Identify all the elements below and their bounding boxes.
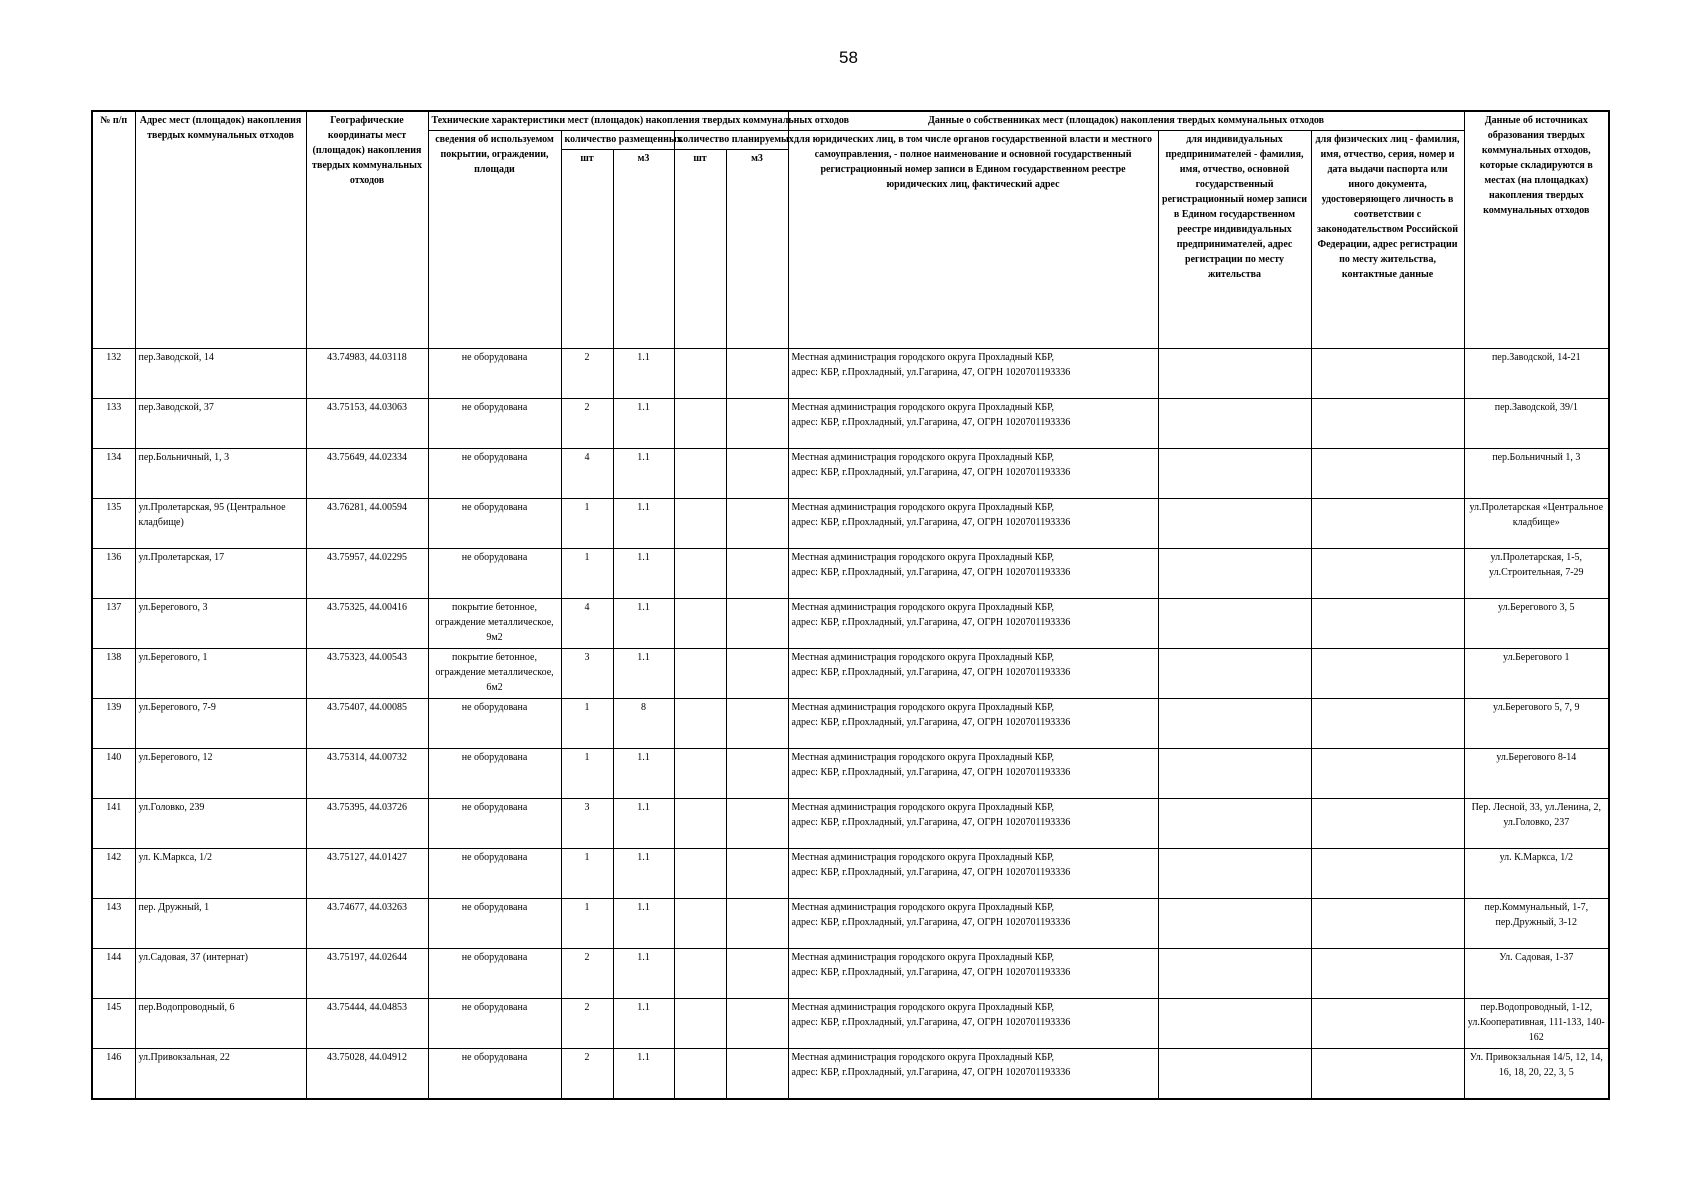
row-address: пер.Заводской, 37: [135, 399, 306, 449]
row-coords: 43.75407, 44.00085: [306, 699, 428, 749]
row-coverage: не оборудована: [428, 399, 561, 449]
row-placed-sht: 1: [561, 699, 613, 749]
table-row: [92, 749, 1609, 799]
row-coverage: не оборудована: [428, 1049, 561, 1100]
owner-line-2: адрес: КБР, г.Прохладный, ул.Гагарина, 47, ОГРН 1020701193336: [791, 867, 1071, 878]
header-ip: для индивидуальных предпринимателей - фамилия, имя, отчество, основной государственный регистрационный номер записи в Едином государственном реестре индивидуальных предпринимателей, адрес регистрации по месту жительства: [1158, 131, 1311, 349]
row-coverage: не оборудована: [428, 449, 561, 499]
row-coords: 43.75325, 44.00416: [306, 599, 428, 649]
table-row: [92, 999, 1609, 1049]
row-planned-m3: [726, 449, 788, 499]
row-num: 139: [92, 699, 135, 749]
row-source: пер.Коммунальный, 1-7, пер.Дружный, 3-12: [1464, 899, 1609, 949]
table-row: [92, 549, 1609, 599]
row-owner-legal: [788, 699, 1158, 749]
row-coords: 43.74983, 44.03118: [306, 349, 428, 399]
row-planned-sht: [674, 999, 726, 1049]
row-coverage: покрытие бетонное, ограждение металлическое, 9м2: [428, 599, 561, 649]
row-coverage: не оборудована: [428, 499, 561, 549]
row-owner-ip: [1158, 999, 1311, 1049]
row-num: 134: [92, 449, 135, 499]
row-coords: 43.74677, 44.03263: [306, 899, 428, 949]
row-address: ул.Берегового, 3: [135, 599, 306, 649]
row-address: ул.Головко, 239: [135, 799, 306, 849]
owner-line-1: Местная администрация городского округа Прохладный КБР,: [791, 902, 1054, 913]
row-owner-phys: [1311, 699, 1464, 749]
row-owner-legal: [788, 749, 1158, 799]
row-num: 144: [92, 949, 135, 999]
header-planned-m3: м3: [726, 150, 788, 349]
row-owner-phys: [1311, 1049, 1464, 1100]
row-owner-phys: [1311, 999, 1464, 1049]
row-num: 137: [92, 599, 135, 649]
header-placed-m3: м3: [613, 150, 674, 349]
row-source: пер.Заводской, 39/1: [1464, 399, 1609, 449]
header-phys: для физических лиц - фамилия, имя, отчество, серия, номер и дата выдачи паспорта или иного документа, удостоверяющего личность в соответствии с законодательством Российской Федерации, адрес регистрации по месту жительства, контактные данные: [1311, 131, 1464, 349]
owner-line-2: адрес: КБР, г.Прохладный, ул.Гагарина, 47, ОГРН 1020701193336: [791, 617, 1071, 628]
header-count-planned: количество планируемых: [674, 131, 788, 150]
row-num: 132: [92, 349, 135, 399]
row-planned-m3: [726, 999, 788, 1049]
row-owner-legal: [788, 549, 1158, 599]
owner-line-1: Местная администрация городского округа Прохладный КБР,: [791, 952, 1054, 963]
row-placed-m3: 1.1: [613, 899, 674, 949]
row-placed-m3: 1.1: [613, 999, 674, 1049]
row-placed-m3: 1.1: [613, 849, 674, 899]
table-row: [92, 599, 1609, 649]
row-num: 142: [92, 849, 135, 899]
row-owner-ip: [1158, 799, 1311, 849]
row-planned-m3: [726, 549, 788, 599]
row-owner-phys: [1311, 899, 1464, 949]
header-sources: Данные об источниках образования твердых коммунальных отходов, которые складируются в местах (на площадках) накопления твердых коммунальных отходов: [1464, 111, 1609, 349]
row-source: ул. К.Маркса, 1/2: [1464, 849, 1609, 899]
row-placed-m3: 1.1: [613, 349, 674, 399]
row-placed-sht: 3: [561, 799, 613, 849]
header-coverage: сведения об используемом покрытии, ограждении, площади: [428, 131, 561, 349]
row-owner-legal: [788, 649, 1158, 699]
owner-line-2: адрес: КБР, г.Прохладный, ул.Гагарина, 47, ОГРН 1020701193336: [791, 1067, 1071, 1078]
row-owner-legal: [788, 899, 1158, 949]
owner-line-2: адрес: КБР, г.Прохладный, ул.Гагарина, 47, ОГРН 1020701193336: [791, 517, 1071, 528]
header-owners: Данные о собственниках мест (площадок) накопления твердых коммунальных отходов: [788, 111, 1464, 131]
row-owner-ip: [1158, 949, 1311, 999]
row-planned-m3: [726, 599, 788, 649]
row-planned-sht: [674, 899, 726, 949]
row-owner-ip: [1158, 899, 1311, 949]
row-coords: 43.75028, 44.04912: [306, 1049, 428, 1100]
owner-line-1: Местная администрация городского округа Прохладный КБР,: [791, 702, 1054, 713]
row-coords: 43.75127, 44.01427: [306, 849, 428, 899]
row-placed-sht: 2: [561, 349, 613, 399]
row-owner-phys: [1311, 749, 1464, 799]
owner-line-2: адрес: КБР, г.Прохладный, ул.Гагарина, 47, ОГРН 1020701193336: [791, 817, 1071, 828]
row-placed-sht: 1: [561, 849, 613, 899]
row-coverage: не оборудована: [428, 899, 561, 949]
table-row: [92, 849, 1609, 899]
header-count-placed: количество размещенных: [561, 131, 674, 150]
row-owner-legal: [788, 349, 1158, 399]
waste-sites-table: [91, 110, 1610, 1100]
row-placed-m3: 1.1: [613, 1049, 674, 1100]
row-coords: 43.75153, 44.03063: [306, 399, 428, 449]
row-owner-ip: [1158, 399, 1311, 449]
row-address: пер.Заводской, 14: [135, 349, 306, 399]
row-placed-sht: 4: [561, 599, 613, 649]
table-row: [92, 349, 1609, 399]
row-owner-ip: [1158, 749, 1311, 799]
row-num: 135: [92, 499, 135, 549]
owner-line-2: адрес: КБР, г.Прохладный, ул.Гагарина, 47, ОГРН 1020701193336: [791, 417, 1071, 428]
row-address: ул.Пролетарская, 95 (Центральное кладбище): [135, 499, 306, 549]
table-row: [92, 949, 1609, 999]
owner-line-1: Местная администрация городского округа Прохладный КБР,: [791, 502, 1054, 513]
row-coords: 43.75197, 44.02644: [306, 949, 428, 999]
table-row: [92, 899, 1609, 949]
row-owner-ip: [1158, 699, 1311, 749]
page-number: 58: [839, 48, 858, 67]
owner-line-1: Местная администрация городского округа Прохладный КБР,: [791, 852, 1054, 863]
row-planned-sht: [674, 849, 726, 899]
row-placed-sht: 1: [561, 899, 613, 949]
row-num: 138: [92, 649, 135, 699]
row-owner-ip: [1158, 849, 1311, 899]
owner-line-2: адрес: КБР, г.Прохладный, ул.Гагарина, 47, ОГРН 1020701193336: [791, 767, 1071, 778]
header-address: Адрес мест (площадок) накопления твердых коммунальных отходов: [135, 111, 306, 349]
owner-line-1: Местная администрация городского округа Прохладный КБР,: [791, 1052, 1054, 1063]
row-source: ул.Берегового 1: [1464, 649, 1609, 699]
row-placed-m3: 1.1: [613, 649, 674, 699]
row-planned-sht: [674, 499, 726, 549]
row-placed-sht: 3: [561, 649, 613, 699]
owner-line-2: адрес: КБР, г.Прохладный, ул.Гагарина, 47, ОГРН 1020701193336: [791, 717, 1071, 728]
row-planned-sht: [674, 599, 726, 649]
row-coords: 43.75323, 44.00543: [306, 649, 428, 699]
row-owner-phys: [1311, 499, 1464, 549]
row-owner-phys: [1311, 949, 1464, 999]
row-owner-phys: [1311, 399, 1464, 449]
table-row: [92, 399, 1609, 449]
owner-line-1: Местная администрация городского округа Прохладный КБР,: [791, 552, 1054, 563]
owner-line-1: Местная администрация городского округа Прохладный КБР,: [791, 652, 1054, 663]
row-owner-legal: [788, 599, 1158, 649]
table-header: [92, 111, 1609, 349]
row-owner-ip: [1158, 449, 1311, 499]
row-planned-m3: [726, 499, 788, 549]
row-placed-sht: 4: [561, 449, 613, 499]
row-owner-legal: [788, 799, 1158, 849]
row-source: ул.Берегового 3, 5: [1464, 599, 1609, 649]
row-owner-phys: [1311, 599, 1464, 649]
row-address: пер.Больничный, 1, 3: [135, 449, 306, 499]
row-coverage: не оборудована: [428, 849, 561, 899]
row-owner-legal: [788, 949, 1158, 999]
row-source: ул.Берегового 5, 7, 9: [1464, 699, 1609, 749]
owner-line-1: Местная администрация городского округа Прохладный КБР,: [791, 452, 1054, 463]
table-row: [92, 499, 1609, 549]
row-source: ул.Пролетарская, 1-5, ул.Строительная, 7-29: [1464, 549, 1609, 599]
row-num: 146: [92, 1049, 135, 1100]
row-address: ул.Пролетарская, 17: [135, 549, 306, 599]
row-address: ул.Берегового, 7-9: [135, 699, 306, 749]
row-num: 136: [92, 549, 135, 599]
row-coords: 43.76281, 44.00594: [306, 499, 428, 549]
row-source: пер.Заводской, 14-21: [1464, 349, 1609, 399]
row-owner-ip: [1158, 349, 1311, 399]
row-source: пер.Больничный 1, 3: [1464, 449, 1609, 499]
row-coords: 43.75649, 44.02334: [306, 449, 428, 499]
row-coverage: не оборудована: [428, 349, 561, 399]
header-planned-sht: шт: [674, 150, 726, 349]
owner-line-2: адрес: КБР, г.Прохладный, ул.Гагарина, 47, ОГРН 1020701193336: [791, 467, 1071, 478]
row-owner-ip: [1158, 549, 1311, 599]
row-coverage: не оборудована: [428, 799, 561, 849]
row-num: 140: [92, 749, 135, 799]
row-placed-m3: 1.1: [613, 599, 674, 649]
row-owner-phys: [1311, 349, 1464, 399]
table-row: [92, 799, 1609, 849]
row-placed-sht: 1: [561, 749, 613, 799]
row-address: ул.Привокзальная, 22: [135, 1049, 306, 1100]
row-placed-sht: 1: [561, 499, 613, 549]
row-source: пер.Водопроводный, 1-12, ул.Кооперативная, 111-133, 140-162: [1464, 999, 1609, 1049]
row-placed-sht: 2: [561, 999, 613, 1049]
owner-line-2: адрес: КБР, г.Прохладный, ул.Гагарина, 47, ОГРН 1020701193336: [791, 917, 1071, 928]
row-placed-sht: 2: [561, 399, 613, 449]
owner-line-2: адрес: КБР, г.Прохладный, ул.Гагарина, 47, ОГРН 1020701193336: [791, 967, 1071, 978]
row-planned-m3: [726, 349, 788, 399]
row-address: пер. Дружный, 1: [135, 899, 306, 949]
row-planned-m3: [726, 849, 788, 899]
row-owner-legal: [788, 849, 1158, 899]
row-owner-phys: [1311, 849, 1464, 899]
row-owner-phys: [1311, 799, 1464, 849]
row-planned-sht: [674, 349, 726, 399]
table-row: [92, 1049, 1609, 1100]
row-owner-phys: [1311, 549, 1464, 599]
row-owner-legal: [788, 499, 1158, 549]
row-placed-m3: 1.1: [613, 499, 674, 549]
row-planned-m3: [726, 799, 788, 849]
header-legal: для юридических лиц, в том числе органов государственной власти и местного самоуправления, - полное наименование и основной государственный регистрационный номер записи в Едином государственном реестре юридических лиц, фактический адрес: [788, 131, 1158, 349]
row-planned-sht: [674, 549, 726, 599]
owner-line-2: адрес: КБР, г.Прохладный, ул.Гагарина, 47, ОГРН 1020701193336: [791, 1017, 1071, 1028]
row-coords: 43.75444, 44.04853: [306, 999, 428, 1049]
header-num: № п/п: [92, 111, 135, 349]
row-owner-ip: [1158, 599, 1311, 649]
row-planned-sht: [674, 449, 726, 499]
row-coverage: не оборудована: [428, 699, 561, 749]
row-owner-phys: [1311, 649, 1464, 699]
row-num: 145: [92, 999, 135, 1049]
row-address: ул. К.Маркса, 1/2: [135, 849, 306, 899]
owner-line-1: Местная администрация городского округа Прохладный КБР,: [791, 402, 1054, 413]
row-num: 133: [92, 399, 135, 449]
row-planned-sht: [674, 699, 726, 749]
row-planned-sht: [674, 749, 726, 799]
header-coords: Географические координаты мест (площадок) накопления твердых коммунальных отходов: [306, 111, 428, 349]
row-owner-legal: [788, 399, 1158, 449]
row-placed-m3: 1.1: [613, 449, 674, 499]
row-address: ул.Берегового, 12: [135, 749, 306, 799]
row-coverage: не оборудована: [428, 999, 561, 1049]
row-placed-m3: 1.1: [613, 399, 674, 449]
row-owner-phys: [1311, 449, 1464, 499]
row-placed-sht: 1: [561, 549, 613, 599]
row-coverage: не оборудована: [428, 549, 561, 599]
row-num: 143: [92, 899, 135, 949]
row-planned-sht: [674, 799, 726, 849]
row-source: Ул. Садовая, 1-37: [1464, 949, 1609, 999]
row-coverage: покрытие бетонное, ограждение металлическое, 6м2: [428, 649, 561, 699]
row-coords: 43.75314, 44.00732: [306, 749, 428, 799]
table-row: [92, 649, 1609, 699]
row-source: Ул. Привокзальная 14/5, 12, 14, 16, 18, 20, 22, 3, 5: [1464, 1049, 1609, 1100]
row-planned-sht: [674, 949, 726, 999]
row-placed-m3: 1.1: [613, 949, 674, 999]
row-coords: 43.75395, 44.03726: [306, 799, 428, 849]
table-row: [92, 699, 1609, 749]
row-owner-ip: [1158, 499, 1311, 549]
header-placed-sht: шт: [561, 150, 613, 349]
owner-line-1: Местная администрация городского округа Прохладный КБР,: [791, 752, 1054, 763]
row-owner-legal: [788, 449, 1158, 499]
row-num: 141: [92, 799, 135, 849]
row-planned-m3: [726, 699, 788, 749]
header-tech: Технические характеристики мест (площадок) накопления твердых коммунальных отходов: [428, 111, 788, 131]
row-planned-m3: [726, 399, 788, 449]
row-coverage: не оборудована: [428, 949, 561, 999]
row-planned-sht: [674, 1049, 726, 1100]
row-planned-m3: [726, 749, 788, 799]
owner-line-1: Местная администрация городского округа Прохладный КБР,: [791, 602, 1054, 613]
row-placed-m3: 1.1: [613, 549, 674, 599]
row-owner-legal: [788, 999, 1158, 1049]
row-planned-m3: [726, 649, 788, 699]
row-planned-m3: [726, 949, 788, 999]
owner-line-2: адрес: КБР, г.Прохладный, ул.Гагарина, 47, ОГРН 1020701193336: [791, 567, 1071, 578]
row-placed-sht: 2: [561, 949, 613, 999]
row-coords: 43.75957, 44.02295: [306, 549, 428, 599]
owner-line-2: адрес: КБР, г.Прохладный, ул.Гагарина, 47, ОГРН 1020701193336: [791, 367, 1071, 378]
row-owner-ip: [1158, 649, 1311, 699]
row-planned-sht: [674, 399, 726, 449]
row-source: ул.Берегового 8-14: [1464, 749, 1609, 799]
row-coverage: не оборудована: [428, 749, 561, 799]
owner-line-1: Местная администрация городского округа Прохладный КБР,: [791, 802, 1054, 813]
row-placed-m3: 8: [613, 699, 674, 749]
row-owner-ip: [1158, 1049, 1311, 1100]
row-placed-m3: 1.1: [613, 749, 674, 799]
table-body: [92, 349, 1609, 1100]
row-planned-m3: [726, 899, 788, 949]
row-address: ул.Садовая, 37 (интернат): [135, 949, 306, 999]
row-source: Пер. Лесной, 33, ул.Ленина, 2, ул.Головко, 237: [1464, 799, 1609, 849]
row-address: пер.Водопроводный, 6: [135, 999, 306, 1049]
row-placed-m3: 1.1: [613, 799, 674, 849]
row-source: ул.Пролетарская «Центральное кладбище»: [1464, 499, 1609, 549]
row-planned-m3: [726, 1049, 788, 1100]
owner-line-1: Местная администрация городского округа Прохладный КБР,: [791, 352, 1054, 363]
table-row: [92, 449, 1609, 499]
row-placed-sht: 2: [561, 1049, 613, 1100]
owner-line-2: адрес: КБР, г.Прохладный, ул.Гагарина, 47, ОГРН 1020701193336: [791, 667, 1071, 678]
row-planned-sht: [674, 649, 726, 699]
row-address: ул.Берегового, 1: [135, 649, 306, 699]
owner-line-1: Местная администрация городского округа Прохладный КБР,: [791, 1002, 1054, 1013]
row-owner-legal: [788, 1049, 1158, 1100]
